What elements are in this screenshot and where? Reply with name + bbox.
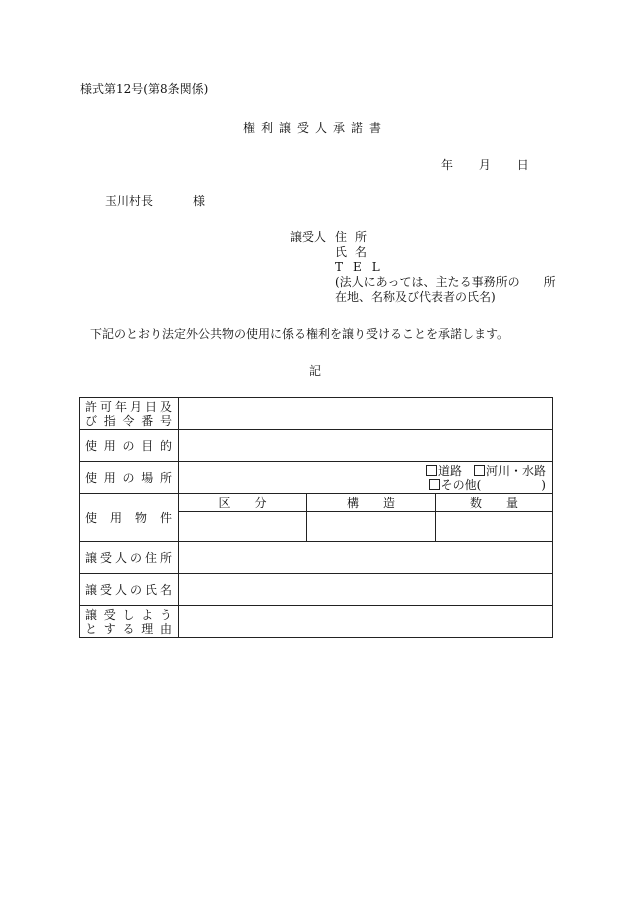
other-option: その他( ): [440, 477, 546, 492]
form-number-label: 様式第12号(第8条関係): [80, 82, 209, 96]
assignee-note-line1: (法人にあっては、主たる事務所の 所: [335, 275, 556, 289]
date-line: [441, 156, 529, 173]
addressee-honorific: 様: [193, 194, 206, 208]
item-col-category: 区 分: [179, 494, 307, 512]
ki-heading: 記: [308, 364, 321, 378]
item-quantity-cell[interactable]: [436, 512, 553, 542]
assignee-tel-label: TEL: [335, 260, 390, 274]
item-category-cell[interactable]: [179, 512, 307, 542]
addressee-name: 玉川村長: [105, 194, 154, 208]
assignee-note-line2: 在地、名称及び代表者の氏名): [335, 290, 496, 304]
assignee-address-row-label: 譲受人の住所: [80, 542, 179, 574]
reason-label-line1: 譲受しよう: [85, 607, 172, 622]
assignee-address-field[interactable]: [179, 542, 553, 574]
reason-label-line2: とする理由: [85, 621, 172, 636]
permit-field[interactable]: [179, 398, 553, 430]
place-field[interactable]: [179, 462, 553, 494]
date-day: 日: [516, 158, 529, 172]
purpose-field[interactable]: [179, 430, 553, 462]
assignee-label: 譲受人: [290, 230, 327, 244]
permit-label-line2: び指令番号: [85, 413, 172, 428]
place-label: 使用の場所: [80, 462, 179, 494]
permit-label-line1: 許可年月日及: [85, 399, 172, 414]
assignee-name-label: 氏名: [335, 245, 376, 259]
date-month: 月: [478, 158, 491, 172]
purpose-label: 使用の目的: [80, 430, 179, 462]
item-field: [179, 494, 553, 542]
item-col-quantity: 数 量: [436, 494, 553, 512]
item-structure-cell[interactable]: [307, 512, 436, 542]
addressee-line: [105, 192, 205, 209]
assignee-name-row-label: 譲受人の氏名: [80, 574, 179, 606]
reason-label: [80, 606, 179, 638]
item-label: 使用物件: [80, 494, 179, 542]
form-table: [79, 397, 553, 638]
assignee-address-label: 住所: [335, 230, 376, 244]
assignee-name-field[interactable]: [179, 574, 553, 606]
river-checkbox[interactable]: [474, 465, 485, 476]
reason-field[interactable]: [179, 606, 553, 638]
place-options: [179, 464, 552, 492]
other-checkbox[interactable]: [429, 479, 440, 490]
consent-statement: 下記のとおり法定外公共物の使用に係る権利を譲り受けることを承諾します。: [90, 327, 510, 341]
item-col-structure: 構 造: [307, 494, 436, 512]
assignee-block: [290, 230, 556, 305]
road-option: 道路: [437, 463, 462, 478]
road-checkbox[interactable]: [426, 465, 437, 476]
permit-label: [80, 398, 179, 430]
document-title: 権利譲受人承諾書: [242, 121, 387, 135]
item-subtable: [179, 494, 552, 541]
date-year: 年: [441, 158, 454, 172]
river-option: 河川・水路: [485, 463, 546, 478]
